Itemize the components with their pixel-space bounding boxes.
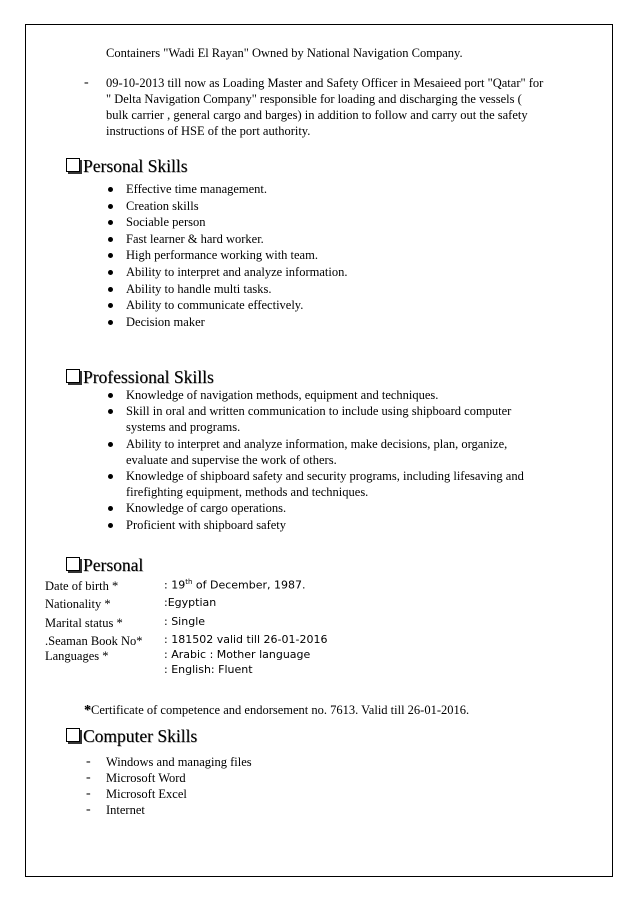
computer-skill-item: - Microsoft Excel xyxy=(84,786,384,802)
computer-skill-item: - Microsoft Word xyxy=(84,770,384,786)
dob-value xyxy=(164,578,306,592)
personal-skills-list xyxy=(108,181,568,330)
section-title: Computer Skills xyxy=(83,726,198,746)
checkbox-icon xyxy=(66,158,80,172)
personal-skill-item: Effective time management. xyxy=(108,181,568,198)
certificate-note xyxy=(84,703,469,719)
personal-skill-item: Sociable person xyxy=(108,214,568,231)
seaman-book-label: .Seaman Book No* xyxy=(45,634,143,648)
professional-skill-item: Skill in oral and written communication to include using shipboard computer systems and programs. xyxy=(108,403,538,435)
dash-marker: - xyxy=(84,75,89,90)
personal-skill-item: Ability to communicate effectively. xyxy=(108,297,568,314)
checkbox-icon xyxy=(66,557,80,571)
dob-suffix: th xyxy=(185,578,193,586)
languages-label: Languages * xyxy=(45,649,109,663)
section-professional-skills-heading xyxy=(66,367,214,387)
professional-skill-item: Knowledge of shipboard safety and security programs, including lifesaving and firefighting equipment, methods and techniques. xyxy=(108,468,538,500)
personal-skill-item: Ability to interpret and analyze information. xyxy=(108,264,568,281)
computer-skill-item: - Internet xyxy=(84,802,384,818)
section-title: Personal Skills xyxy=(83,156,188,176)
languages-value-arabic: : Arabic : Mother language xyxy=(164,648,311,661)
asterisk-mark: * xyxy=(84,703,91,718)
professional-skill-item: Knowledge of navigation methods, equipment and techniques. xyxy=(108,387,538,403)
certificate-text: Certificate of competence and endorsement no. 7613. Valid till 26-01-2016. xyxy=(91,703,470,717)
job-entry-text: 09-10-2013 till now as Loading Master and Safety Officer in Mesaieed port "Qatar" for " Delta Navigation Company" responsible for loading and discharging the vessels ( bulk carrier , general cargo and barges) in addition to follow and carry out the safety instructions of HSE of the port authority. xyxy=(106,76,544,138)
professional-skill-item: Proficient with shipboard safety xyxy=(108,517,538,533)
computer-skills-list xyxy=(84,754,384,818)
nationality-value: :Egyptian xyxy=(164,596,217,609)
personal-skill-item: High performance working with team. xyxy=(108,247,568,264)
section-title: Personal xyxy=(83,555,144,575)
section-personal-skills-heading xyxy=(66,156,188,176)
section-personal-heading xyxy=(66,555,143,575)
professional-skills-list xyxy=(108,387,538,533)
personal-skill-item: Fast learner & hard worker. xyxy=(108,231,568,248)
marital-status-value: : Single xyxy=(164,615,206,628)
job-continuation-line: Containers "Wadi El Rayan" Owned by National Navigation Company. xyxy=(106,46,463,60)
checkbox-icon xyxy=(66,369,80,383)
personal-skill-item: Ability to handle multi tasks. xyxy=(108,281,568,298)
dob-day: : 19 xyxy=(164,578,186,592)
section-computer-skills-heading xyxy=(66,726,197,746)
checkbox-icon xyxy=(66,728,80,742)
personal-skill-item: Creation skills xyxy=(108,198,568,215)
seaman-book-value: : 181502 valid till 26-01-2016 xyxy=(164,633,328,646)
marital-status-label: Marital status * xyxy=(45,616,123,630)
dob-label: Date of birth * xyxy=(45,579,119,593)
nationality-label: Nationality * xyxy=(45,597,111,611)
languages-value-english: : English: Fluent xyxy=(164,663,253,676)
computer-skill-item: - Windows and managing files xyxy=(84,754,384,770)
dob-rest: of December, 1987. xyxy=(192,578,306,592)
professional-skill-item: Ability to interpret and analyze information, make decisions, plan, organize, evaluate and supervise the work of others. xyxy=(108,436,538,468)
personal-skill-item: Decision maker xyxy=(108,314,568,331)
section-title: Professional Skills xyxy=(83,367,214,387)
professional-skill-item: Knowledge of cargo operations. xyxy=(108,500,538,516)
